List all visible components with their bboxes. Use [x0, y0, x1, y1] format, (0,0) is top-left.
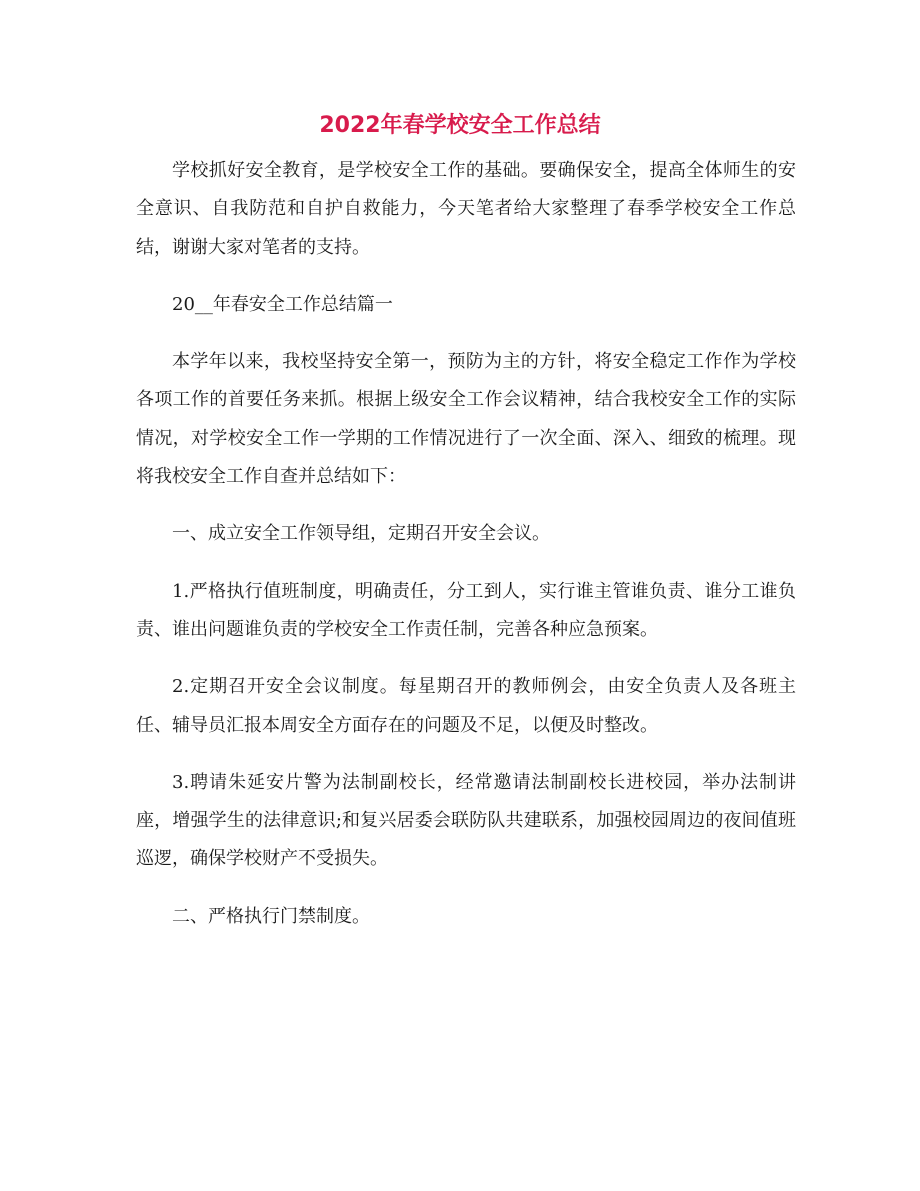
overview-paragraph: 本学年以来，我校坚持安全第一，预防为主的方针，将安全稳定工作作为学校各项工作的首要任务来抓。根据上级安全工作会议精神，结合我校安全工作的实际情况，对学校安全工作一学期的工作情况进行了一次全面、深入、细致的梳理。现将我校安全工作自查并总结如下： — [136, 351, 796, 488]
document-title: 2022年春学校安全工作总结 — [319, 113, 601, 138]
document-body — [136, 152, 796, 936]
section-heading: 20__年春安全工作总结篇一 — [172, 293, 393, 315]
intro-paragraph: 学校抓好安全教育，是学校安全工作的基础。要确保安全，提高全体师生的安全意识、自我防范和自护自救能力，今天笔者给大家整理了春季学校安全工作总结，谢谢大家对笔者的支持。 — [136, 160, 796, 258]
section-one-heading: 一、成立安全工作领导组，定期召开安全会议。 — [172, 523, 550, 545]
item-3-paragraph: 3.聘请朱延安片警为法制副校长，经常邀请法制副校长进校园，举办法制讲座，增强学生的法律意识;和复兴居委会联防队共建联系，加强校园周边的夜间值班巡逻，确保学校财产不受损失。 — [136, 771, 796, 870]
section-two-heading: 二、严格执行门禁制度。 — [172, 905, 370, 927]
item-2-paragraph: 2.定期召开安全会议制度。每星期召开的教师例会，由安全负责人及各班主任、辅导员汇报本周安全方面存在的问题及不足，以便及时整改。 — [136, 676, 796, 736]
item-1-paragraph: 1.严格执行值班制度，明确责任，分工到人，实行谁主管谁负责、谁分工谁负责、谁出问题谁负责的学校安全工作责任制，完善各种应急预案。 — [136, 580, 796, 640]
